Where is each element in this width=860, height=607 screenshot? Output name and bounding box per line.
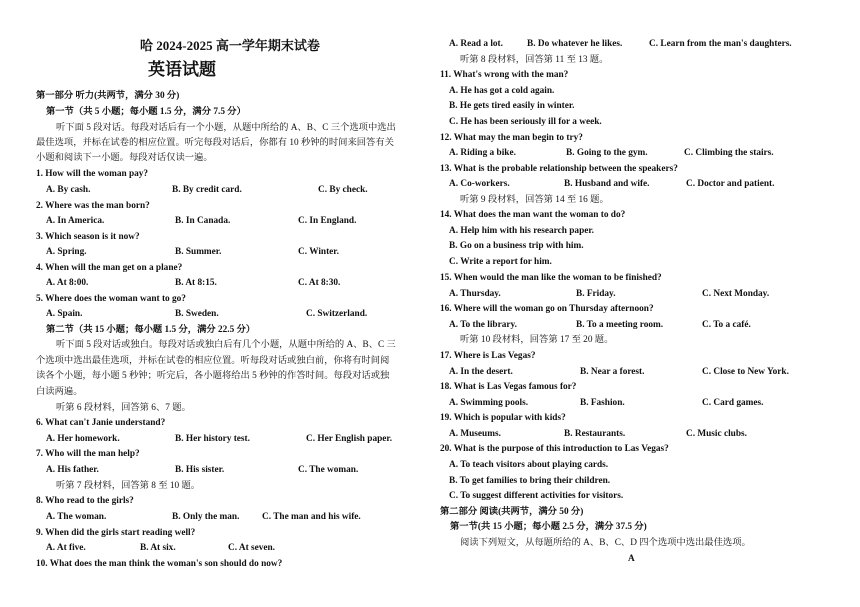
q14-option-c: C. Write a report for him.: [449, 257, 552, 267]
q6-option-c: C. Her English paper.: [306, 434, 393, 444]
section1-instruction-3: 小题和阅读下一小题。每段对话仅读一遍。: [36, 153, 213, 163]
q13-option-c: C. Doctor and patient.: [686, 179, 775, 189]
q11-option-c: C. He has been seriously ill for a week.: [449, 117, 602, 127]
q7-option-c: C. The woman.: [298, 465, 359, 475]
question-1: 1. How will the woman pay?: [36, 169, 149, 179]
exam-title: 哈 2024-2025 高一学年期末试卷: [140, 38, 320, 53]
passage-10-note: 听第 10 段材料，回答第 17 至 20 题。: [460, 335, 614, 345]
q19-option-c: C. Music clubs.: [686, 429, 747, 439]
q15-option-b: B. Friday.: [576, 289, 616, 299]
section2-instruction-3: 读各个小题，每小题 5 秒钟；听完后，各小题将给出 5 秒钟的作答时间。每段对话或独: [36, 371, 390, 381]
q1-option-a: A. By cash.: [46, 185, 91, 195]
q14-option-a: A. Help him with his research paper.: [449, 226, 594, 236]
q7-option-a: A. His father.: [46, 465, 99, 475]
question-3: 3. Which season is it now?: [36, 232, 140, 242]
q12-option-c: C. Climbing the stairs.: [684, 148, 774, 158]
question-2: 2. Where was the man born?: [36, 201, 150, 211]
exam-subject: 英语试题: [148, 60, 216, 79]
q18-option-c: C. Card games.: [702, 398, 764, 408]
q2-option-a: A. In America.: [46, 216, 105, 226]
q12-option-a: A. Riding a bike.: [449, 148, 516, 158]
question-19: 19. Which is popular with kids?: [440, 413, 566, 423]
section2-heading: 第二节（共 15 小题；每小题 1.5 分，满分 22.5 分）: [46, 325, 256, 335]
q10-option-c: C. Learn from the man's daughters.: [649, 39, 792, 49]
q8-option-b: B. Only the man.: [172, 512, 240, 522]
q16-option-c: C. To a café.: [702, 320, 751, 330]
q9-option-c: C. At seven.: [228, 543, 275, 553]
part1-heading: 第一部分 听力(共两节，满分 30 分): [36, 91, 180, 101]
question-6: 6. What can't Janie understand?: [36, 418, 166, 428]
q6-option-b: B. Her history test.: [175, 434, 250, 444]
q4-option-c: C. At 8:30.: [298, 278, 341, 288]
passage-8-note: 听第 8 段材料，回答第 11 至 13 题。: [460, 55, 609, 65]
q4-option-a: A. At 8:00.: [46, 278, 89, 288]
q20-option-c: C. To suggest different activities for visitors.: [449, 491, 624, 501]
question-18: 18. What is Las Vegas famous for?: [440, 382, 577, 392]
q13-option-a: A. Co-workers.: [449, 179, 510, 189]
question-5: 5. Where does the woman want to go?: [36, 294, 186, 304]
part2-instruction: 阅读下列短文，从每题所给的 A、B、C、D 四个选项中选出最佳选项。: [460, 538, 751, 548]
q3-option-b: B. Summer.: [175, 247, 222, 257]
passage-6-note: 听第 6 段材料，回答第 6、7 题。: [56, 403, 191, 413]
section1-heading: 第一节（共 5 小题；每小题 1.5 分，满分 7.5 分）: [46, 107, 246, 117]
q18-option-b: B. Fashion.: [580, 398, 625, 408]
question-14: 14. What does the man want the woman to do?: [440, 210, 626, 220]
section2-instruction-4: 白读两遍。: [36, 387, 83, 397]
question-9: 9. When did the girls start reading well?: [36, 528, 196, 538]
q12-option-b: B. Going to the gym.: [566, 148, 648, 158]
question-11: 11. What's wrong with the man?: [440, 70, 569, 80]
q5-option-a: A. Spain.: [46, 309, 83, 319]
question-17: 17. Where is Las Vegas?: [440, 351, 536, 361]
q10-option-b: B. Do whatever he likes.: [527, 39, 623, 49]
q15-option-c: C. Next Monday.: [702, 289, 770, 299]
question-13: 13. What is the probable relationship between the speakers?: [440, 164, 678, 174]
q18-option-a: A. Swimming pools.: [449, 398, 529, 408]
q17-option-a: A. In the desert.: [449, 367, 513, 377]
question-8: 8. Who read to the girls?: [36, 496, 134, 506]
section2-instruction-1: 听下面 5 段对话或独白。每段对话或独白后有几个小题，从题中所给的 A、B、C 三: [56, 340, 396, 350]
section1-instruction-1: 听下面 5 段对话。每段对话后有一个小题，从题中所给的 A、B、C 三个选项中选出: [56, 123, 396, 133]
question-7: 7. Who will the man help?: [36, 449, 140, 459]
q11-option-b: B. He gets tired easily in winter.: [449, 101, 575, 111]
q17-option-b: B. Near a forest.: [580, 367, 645, 377]
question-16: 16. Where will the woman go on Thursday afternoon?: [440, 304, 654, 314]
question-15: 15. When would the man like the woman to be finished?: [440, 273, 662, 283]
q16-option-a: A. To the library.: [449, 320, 517, 330]
q14-option-b: B. Go on a business trip with him.: [449, 241, 584, 251]
q6-option-a: A. Her homework.: [46, 434, 120, 444]
passage-9-note: 听第 9 段材料，回答第 14 至 16 题。: [460, 195, 609, 205]
q3-option-c: C. Winter.: [298, 247, 339, 257]
q2-option-c: C. In England.: [298, 216, 357, 226]
passage-7-note: 听第 7 段材料，回答第 8 至 10 题。: [56, 481, 201, 491]
q2-option-b: B. In Canada.: [175, 216, 231, 226]
q20-option-b: B. To get families to bring their children.: [449, 476, 611, 486]
q1-option-b: B. By credit card.: [172, 185, 242, 195]
q13-option-b: B. Husband and wife.: [564, 179, 650, 189]
question-4: 4. When will the man get on a plane?: [36, 263, 183, 273]
q16-option-b: B. To a meeting room.: [576, 320, 664, 330]
q20-option-a: A. To teach visitors about playing cards.: [449, 460, 609, 470]
part2-section1-heading: 第一节(共 15 小题；每小题 2.5 分，满分 37.5 分): [450, 522, 647, 532]
q9-option-b: B. At six.: [140, 543, 176, 553]
section1-instruction-2: 最佳选项，并标在试卷的相应位置。听完每段对话后，你都有 10 秒钟的时间来回答有关: [36, 138, 394, 148]
q19-option-b: B. Restaurants.: [564, 429, 626, 439]
q19-option-a: A. Museums.: [449, 429, 501, 439]
q4-option-b: B. At 8:15.: [175, 278, 217, 288]
q8-option-c: C. The man and his wife.: [262, 512, 361, 522]
q8-option-a: A. The woman.: [46, 512, 107, 522]
part2-heading: 第二部分 阅读(共两节，满分 50 分): [440, 507, 584, 517]
question-12: 12. What may the man begin to try?: [440, 133, 583, 143]
question-20: 20. What is the purpose of this introduction to Las Vegas?: [440, 444, 669, 454]
q10-option-a: A. Read a lot.: [449, 39, 503, 49]
q1-option-c: C. By check.: [318, 185, 368, 195]
q11-option-a: A. He has got a cold again.: [449, 86, 555, 96]
section2-instruction-2: 个选项中选出最佳选项，并标在试卷的相应位置。听每段对话或独白前，你将有时间阅: [36, 356, 390, 366]
passage-label: A: [628, 554, 635, 564]
q5-option-c: C. Switzerland.: [306, 309, 368, 319]
q5-option-b: B. Sweden.: [175, 309, 219, 319]
q17-option-c: C. Close to New York.: [702, 367, 789, 377]
q9-option-a: A. At five.: [46, 543, 86, 553]
q3-option-a: A. Spring.: [46, 247, 87, 257]
q15-option-a: A. Thursday.: [449, 289, 501, 299]
q7-option-b: B. His sister.: [175, 465, 225, 475]
question-10: 10. What does the man think the woman's son should do now?: [36, 559, 283, 569]
